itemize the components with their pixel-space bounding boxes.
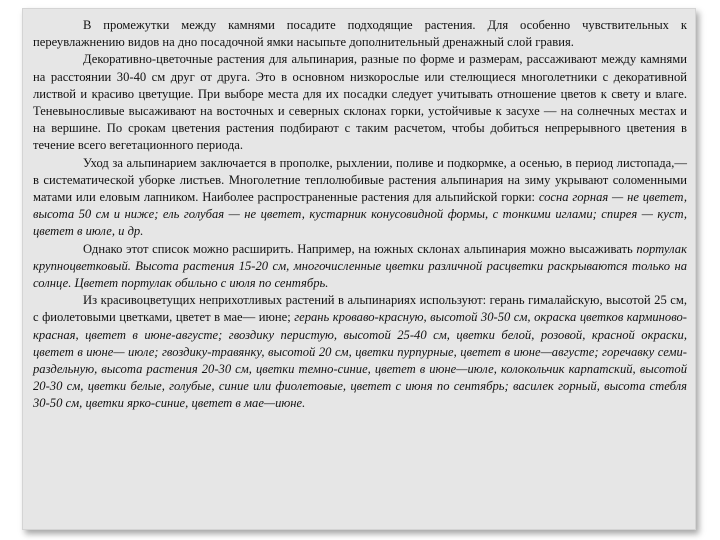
italic-run: сосна горная — не цветет, высота 50 см и ниже; ель голубая — не цветет, кустарник конусовидной формы, с тонкими иглами; спирея — куст, цветет в июле, и др.: [33, 190, 687, 239]
document-body: [33, 17, 687, 413]
text-run: Однако этот список можно расширить. Например, на южных склонах альпинария можно высаживать: [83, 241, 637, 256]
italic-run: герань кроваво-красную, высотой 30-50 см, окраска цветков карминово-красная, цветет в июне-августе; гвоздику перистую, высотой 25-40 см, цветки белой, розовой, красной окраски, цветет в июне— июле; гвоздику-травянку, высотой 20 см, цветки пурпурные, цветет в июне—августе; горечавку семи-раздельную, высота растения 20-30 см, цветки темно-синие, цветет в июне—июле, колокольчик карпатский, высотой 20-30 см, цветки белые, голубые, синие или фиолетовые, цветет с июня по сентябрь; василек горный, высота стебля 30-50 см, цветки ярко-синие, цветет в мае—июне.: [33, 310, 687, 411]
italic-run: портулак крупноцветковый. Высота растения 15-20 см, многочисленные цветки различной расцветки раскрываются только на солнце. Цветет портулак обильно с июля по сентябрь.: [33, 241, 687, 291]
text-run: Уход за альпинарием заключается в прополке, рыхлении, поливе и подкормке, а осенью, в период листопада,— в систематической уборке листьев. Многолетние теплолюбивые растения альпинария на зиму укрывают соломенными матами или еловым лапником. Наиболее распространенные растения для альпийской горки:: [33, 155, 687, 205]
paragraph-p2: [33, 51, 687, 154]
text-panel: [22, 8, 696, 530]
paragraph-p5: [33, 292, 687, 412]
paragraph-p3: [33, 155, 687, 241]
text-run: Декоративно-цветочные растения для альпинария, разные по форме и размерам, рассаживают между камнями на расстоянии 30-40 см друг от друга. Это в основном низкорослые или стелющиеся многолетники с декоративной листвой и красиво цветущие. При выборе места для их посадки следует учитывать отношение цветов к свету и влаге. Теневыносливые высаживают на восточных и северных склонах горки, устойчивые к засухе — на солнечных местах и на вершине. По срокам цветения растения подбирают с таким расчетом, чтобы добиться непрерывного цветения в течение всего вегетационного периода.: [33, 52, 687, 153]
paragraph-p4: [33, 241, 687, 293]
text-run: Из красивоцветущих неприхотливых растений в альпинариях используют: герань гималайскую, высотой 25 см, с фиолетовыми цветками, цветет в мае— июне;: [33, 293, 687, 325]
paragraph-p1: [33, 17, 687, 51]
text-run: В промежутки между камнями посадите подходящие растения. Для особенно чувствительных к переувлажнению видов на дно посадочной ямки насыпьте дополнительный дренажный слой гравия.: [33, 18, 687, 50]
